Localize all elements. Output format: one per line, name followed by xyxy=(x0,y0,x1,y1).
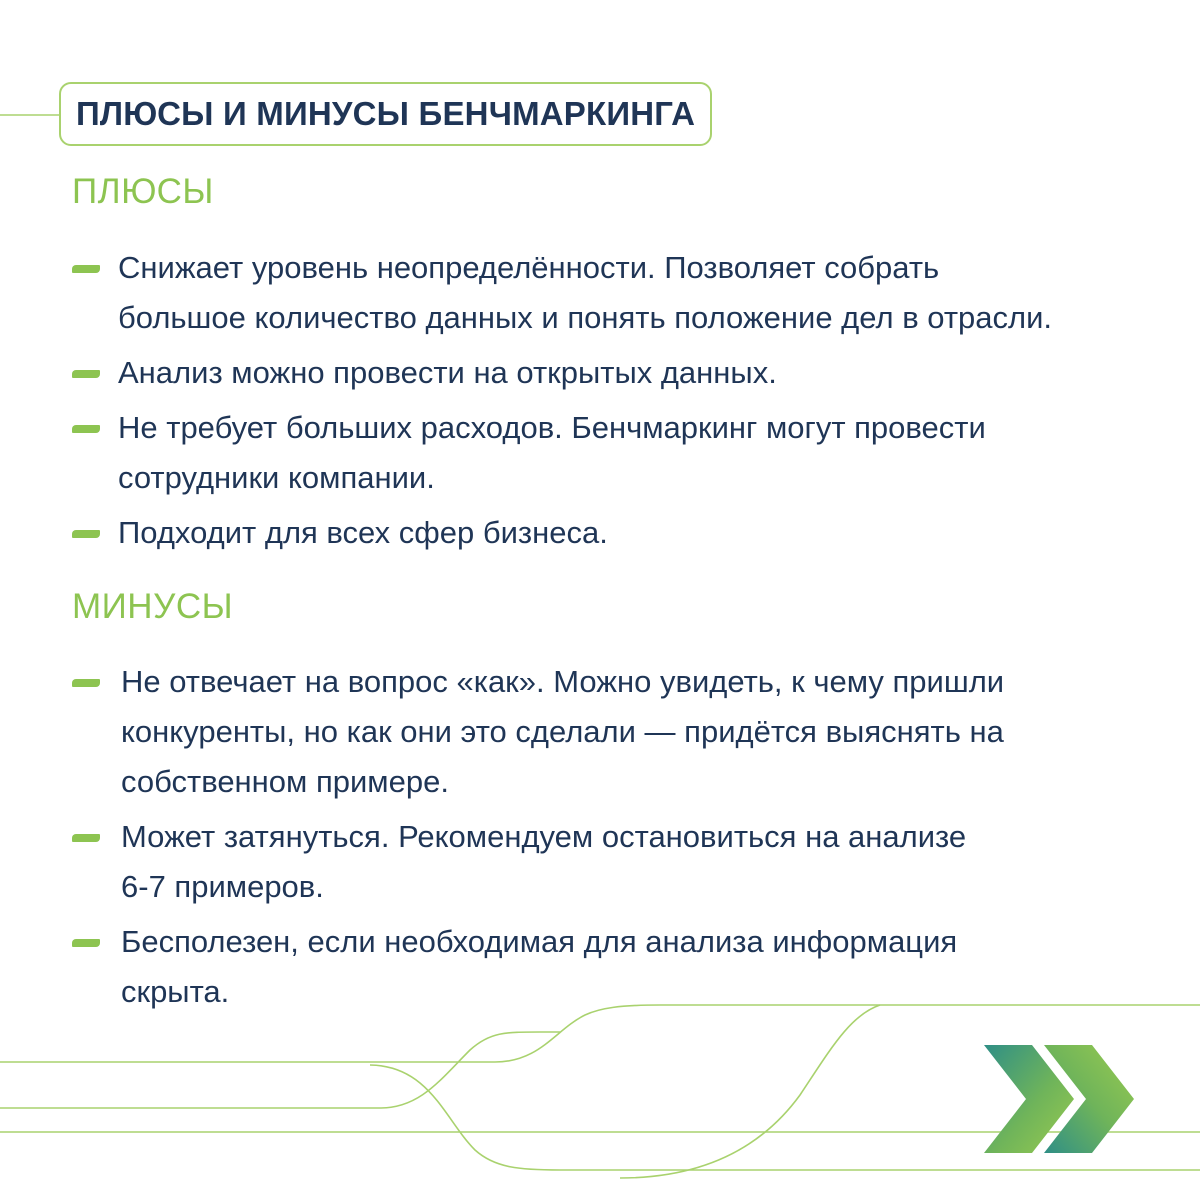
pros-item xyxy=(72,243,1172,343)
cons-item-line: собственном примере. xyxy=(121,764,449,799)
cons-item xyxy=(72,657,1172,807)
cons-item-line: 6-7 примеров. xyxy=(121,869,324,904)
green-dash-icon xyxy=(72,939,100,947)
cons-item-line: скрыта. xyxy=(121,974,230,1009)
cons-item-text xyxy=(121,812,1172,912)
cons-item xyxy=(72,812,1172,912)
pros-item xyxy=(72,348,1172,398)
cons-item xyxy=(72,917,1172,1017)
pros-item-text xyxy=(118,508,1172,558)
green-dash-icon xyxy=(72,530,100,538)
cons-item-text xyxy=(121,917,1172,1017)
cons-item-text xyxy=(121,657,1172,807)
double-chevron-right-icon xyxy=(982,1045,1137,1153)
pros-heading: ПЛЮСЫ xyxy=(72,172,214,211)
pros-item-line: сотрудники компании. xyxy=(118,460,435,495)
pros-item-text xyxy=(118,348,1172,398)
cons-item-line: конкуренты, но как они это сделали — придётся выяснять на xyxy=(121,714,1004,749)
pros-item xyxy=(72,403,1172,503)
pros-item-line: Не требует больших расходов. Бенчмаркинг могут провести xyxy=(118,410,986,445)
wave-line-3 xyxy=(0,1032,560,1108)
pros-item-line: Снижает уровень неопределённости. Позволяет собрать xyxy=(118,250,940,285)
green-dash-icon xyxy=(72,834,100,842)
pros-item xyxy=(72,508,1172,558)
green-dash-icon xyxy=(72,370,100,378)
cons-item-line: Бесполезен, если необходимая для анализа информация xyxy=(121,924,958,959)
cons-heading: МИНУСЫ xyxy=(72,587,234,626)
page-title: ПЛЮСЫ И МИНУСЫ БЕНЧМАРКИНГА xyxy=(76,95,696,132)
title-box xyxy=(59,82,712,146)
pros-list xyxy=(72,243,1172,563)
green-dash-icon xyxy=(72,265,100,273)
green-dash-icon xyxy=(72,679,100,687)
cons-list xyxy=(72,657,1172,1022)
cons-item-line: Может затянуться. Рекомендуем остановиться на анализе xyxy=(121,819,967,854)
cons-item-line: Не отвечает на вопрос «как». Можно увидеть, к чему пришли xyxy=(121,664,1005,699)
wave-line-5 xyxy=(620,1005,880,1178)
green-dash-icon xyxy=(72,425,100,433)
pros-item-text xyxy=(118,403,1172,503)
pros-item-line: Подходит для всех сфер бизнеса. xyxy=(118,515,608,550)
pros-item-line: большое количество данных и понять положение дел в отрасли. xyxy=(118,300,1053,335)
pros-item-line: Анализ можно провести на открытых данных. xyxy=(118,355,777,390)
pros-item-text xyxy=(118,243,1172,343)
